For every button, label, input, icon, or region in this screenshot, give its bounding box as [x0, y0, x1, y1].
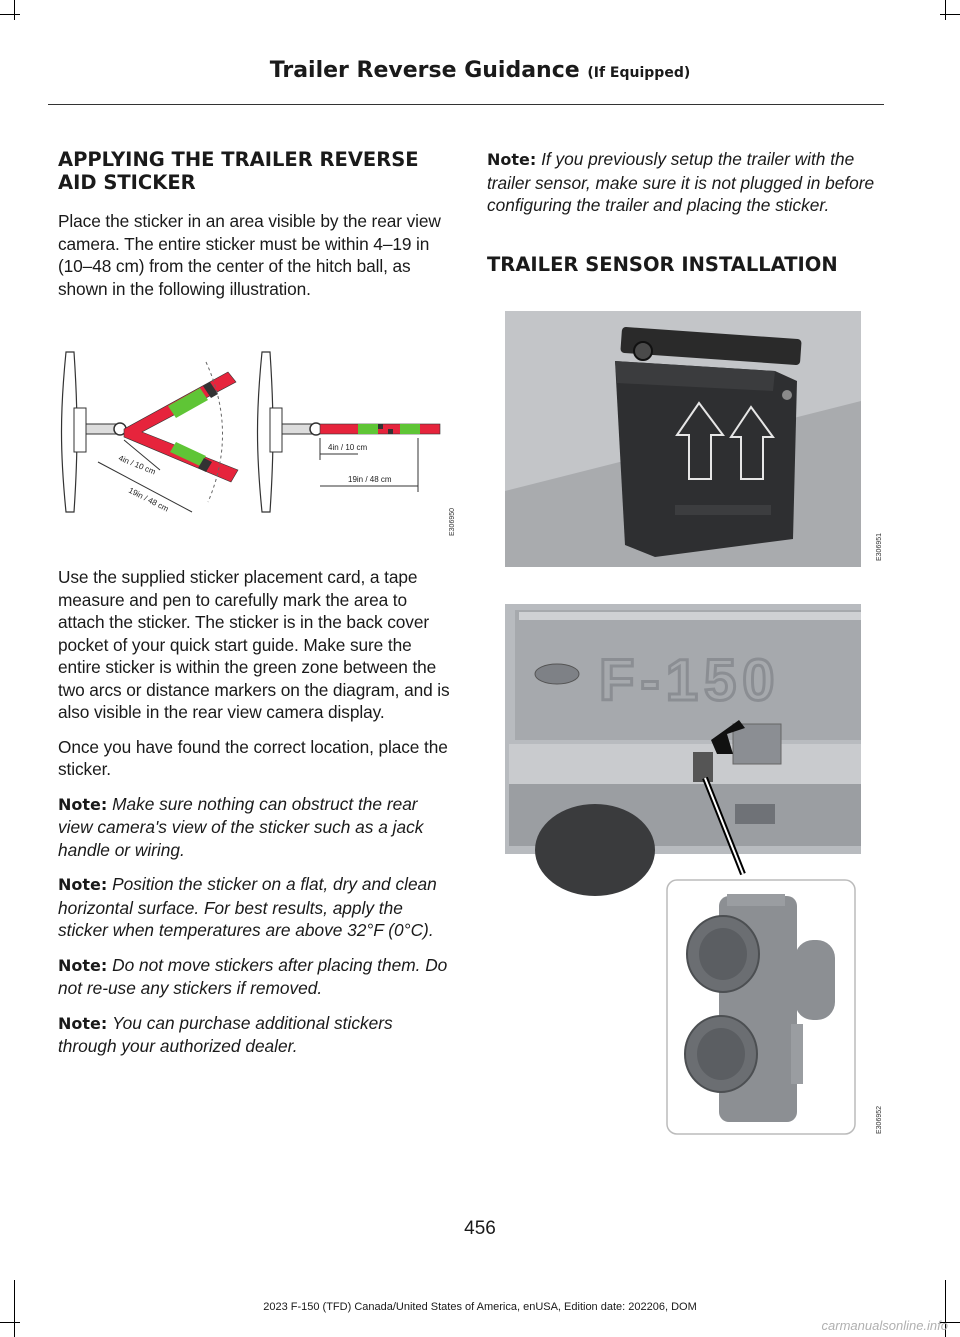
note-label: Note:: [487, 150, 537, 169]
trailer-sensor-photo: [505, 311, 885, 567]
note-no-reuse: [58, 954, 450, 1000]
note-label: Note:: [58, 1013, 108, 1033]
paragraph-place-sticker: Once you have found the correct location, place the sticker.: [58, 736, 448, 779]
note-surface: [58, 873, 450, 942]
header-divider: [48, 104, 884, 105]
paragraph-placement-card: Use the supplied sticker placement card, a tape measure and pen to carefully mark the area to attach the sticker. The sticker is in the back cover pocket of your quick start guide. Make sure the entire sticker is within the green zone between the two arcs or distance markers on the diagram, and is also visible in the rear view camera display.: [58, 567, 450, 722]
crop-mark-top-right: [945, 0, 946, 20]
note-additional-stickers: [58, 1012, 450, 1058]
right-column: [487, 148, 885, 276]
note-text: If you previously setup the trailer with the trailer sensor, make sure it is not plugged in before configuring the trailer and placing the sticker.: [487, 149, 875, 215]
label-short-right: 4in / 10 cm: [328, 443, 368, 452]
label-long-right: 19in / 48 cm: [348, 475, 392, 484]
note-text: You can purchase additional stickers through your authorized dealer.: [58, 1012, 393, 1056]
note-label: Note:: [58, 955, 108, 975]
tailgate-sensor-location-photo: [505, 604, 885, 1139]
note-label: Note:: [58, 875, 108, 894]
photo1-code: E306951: [876, 532, 883, 561]
tailgate-badge: F-150: [599, 648, 781, 713]
intro-paragraph: Place the sticker in an area visible by the rear view camera. The entire sticker must be within 4–19 in (10–48 cm) from the center of the hitch ball, as shown in the following illustration.: [58, 211, 441, 299]
header-title-main: Trailer Reverse Guidance: [269, 58, 580, 83]
header-title-suffix: (If Equipped): [587, 65, 691, 81]
diagram-code: E306950: [449, 507, 456, 536]
note-text: Position the sticker on a flat, dry and clean horizontal surface. For best results, apply the sticker when temperatures are above 32°F (0°C).: [58, 874, 437, 940]
page-header-title: [0, 58, 960, 83]
diagram-angled-view: [62, 352, 239, 514]
section-heading-applying-sticker: APPLYING THE TRAILER REVERSE AID STICKER: [58, 148, 419, 194]
crop-mark-top-left-h: [0, 14, 20, 15]
crop-mark-top-left: [14, 0, 15, 20]
page-number: 456: [464, 1218, 496, 1239]
note-label: Note:: [58, 794, 108, 814]
left-column: [58, 148, 456, 1058]
photo2-code: E306952: [876, 1105, 883, 1134]
watermark: carmanualsonline.info: [821, 1318, 948, 1333]
page-footer: 2023 F-150 (TFD) Canada/United States of America, enUSA, Edition date: 202206, DOM: [263, 1301, 697, 1313]
sticker-placement-diagram: [58, 342, 456, 542]
note-text: Make sure nothing can obstruct the rear view camera's view of the sticker such as a jack handle or wiring.: [58, 793, 424, 860]
note-previous-setup: [487, 148, 885, 217]
label-long-left: 19in / 48 cm: [127, 485, 171, 514]
crop-mark-top-right-h: [940, 14, 960, 15]
section-heading-sensor-installation: TRAILER SENSOR INSTALLATION: [487, 252, 838, 276]
diagram-straight-view: [258, 352, 441, 512]
note-text: Do not move stickers after placing them. Do not re-use any stickers if removed.: [58, 954, 448, 998]
crop-mark-bottom-left-h: [0, 1322, 20, 1323]
note-obstruction: [58, 793, 450, 862]
label-short-left: 4in / 10 cm: [117, 453, 157, 477]
